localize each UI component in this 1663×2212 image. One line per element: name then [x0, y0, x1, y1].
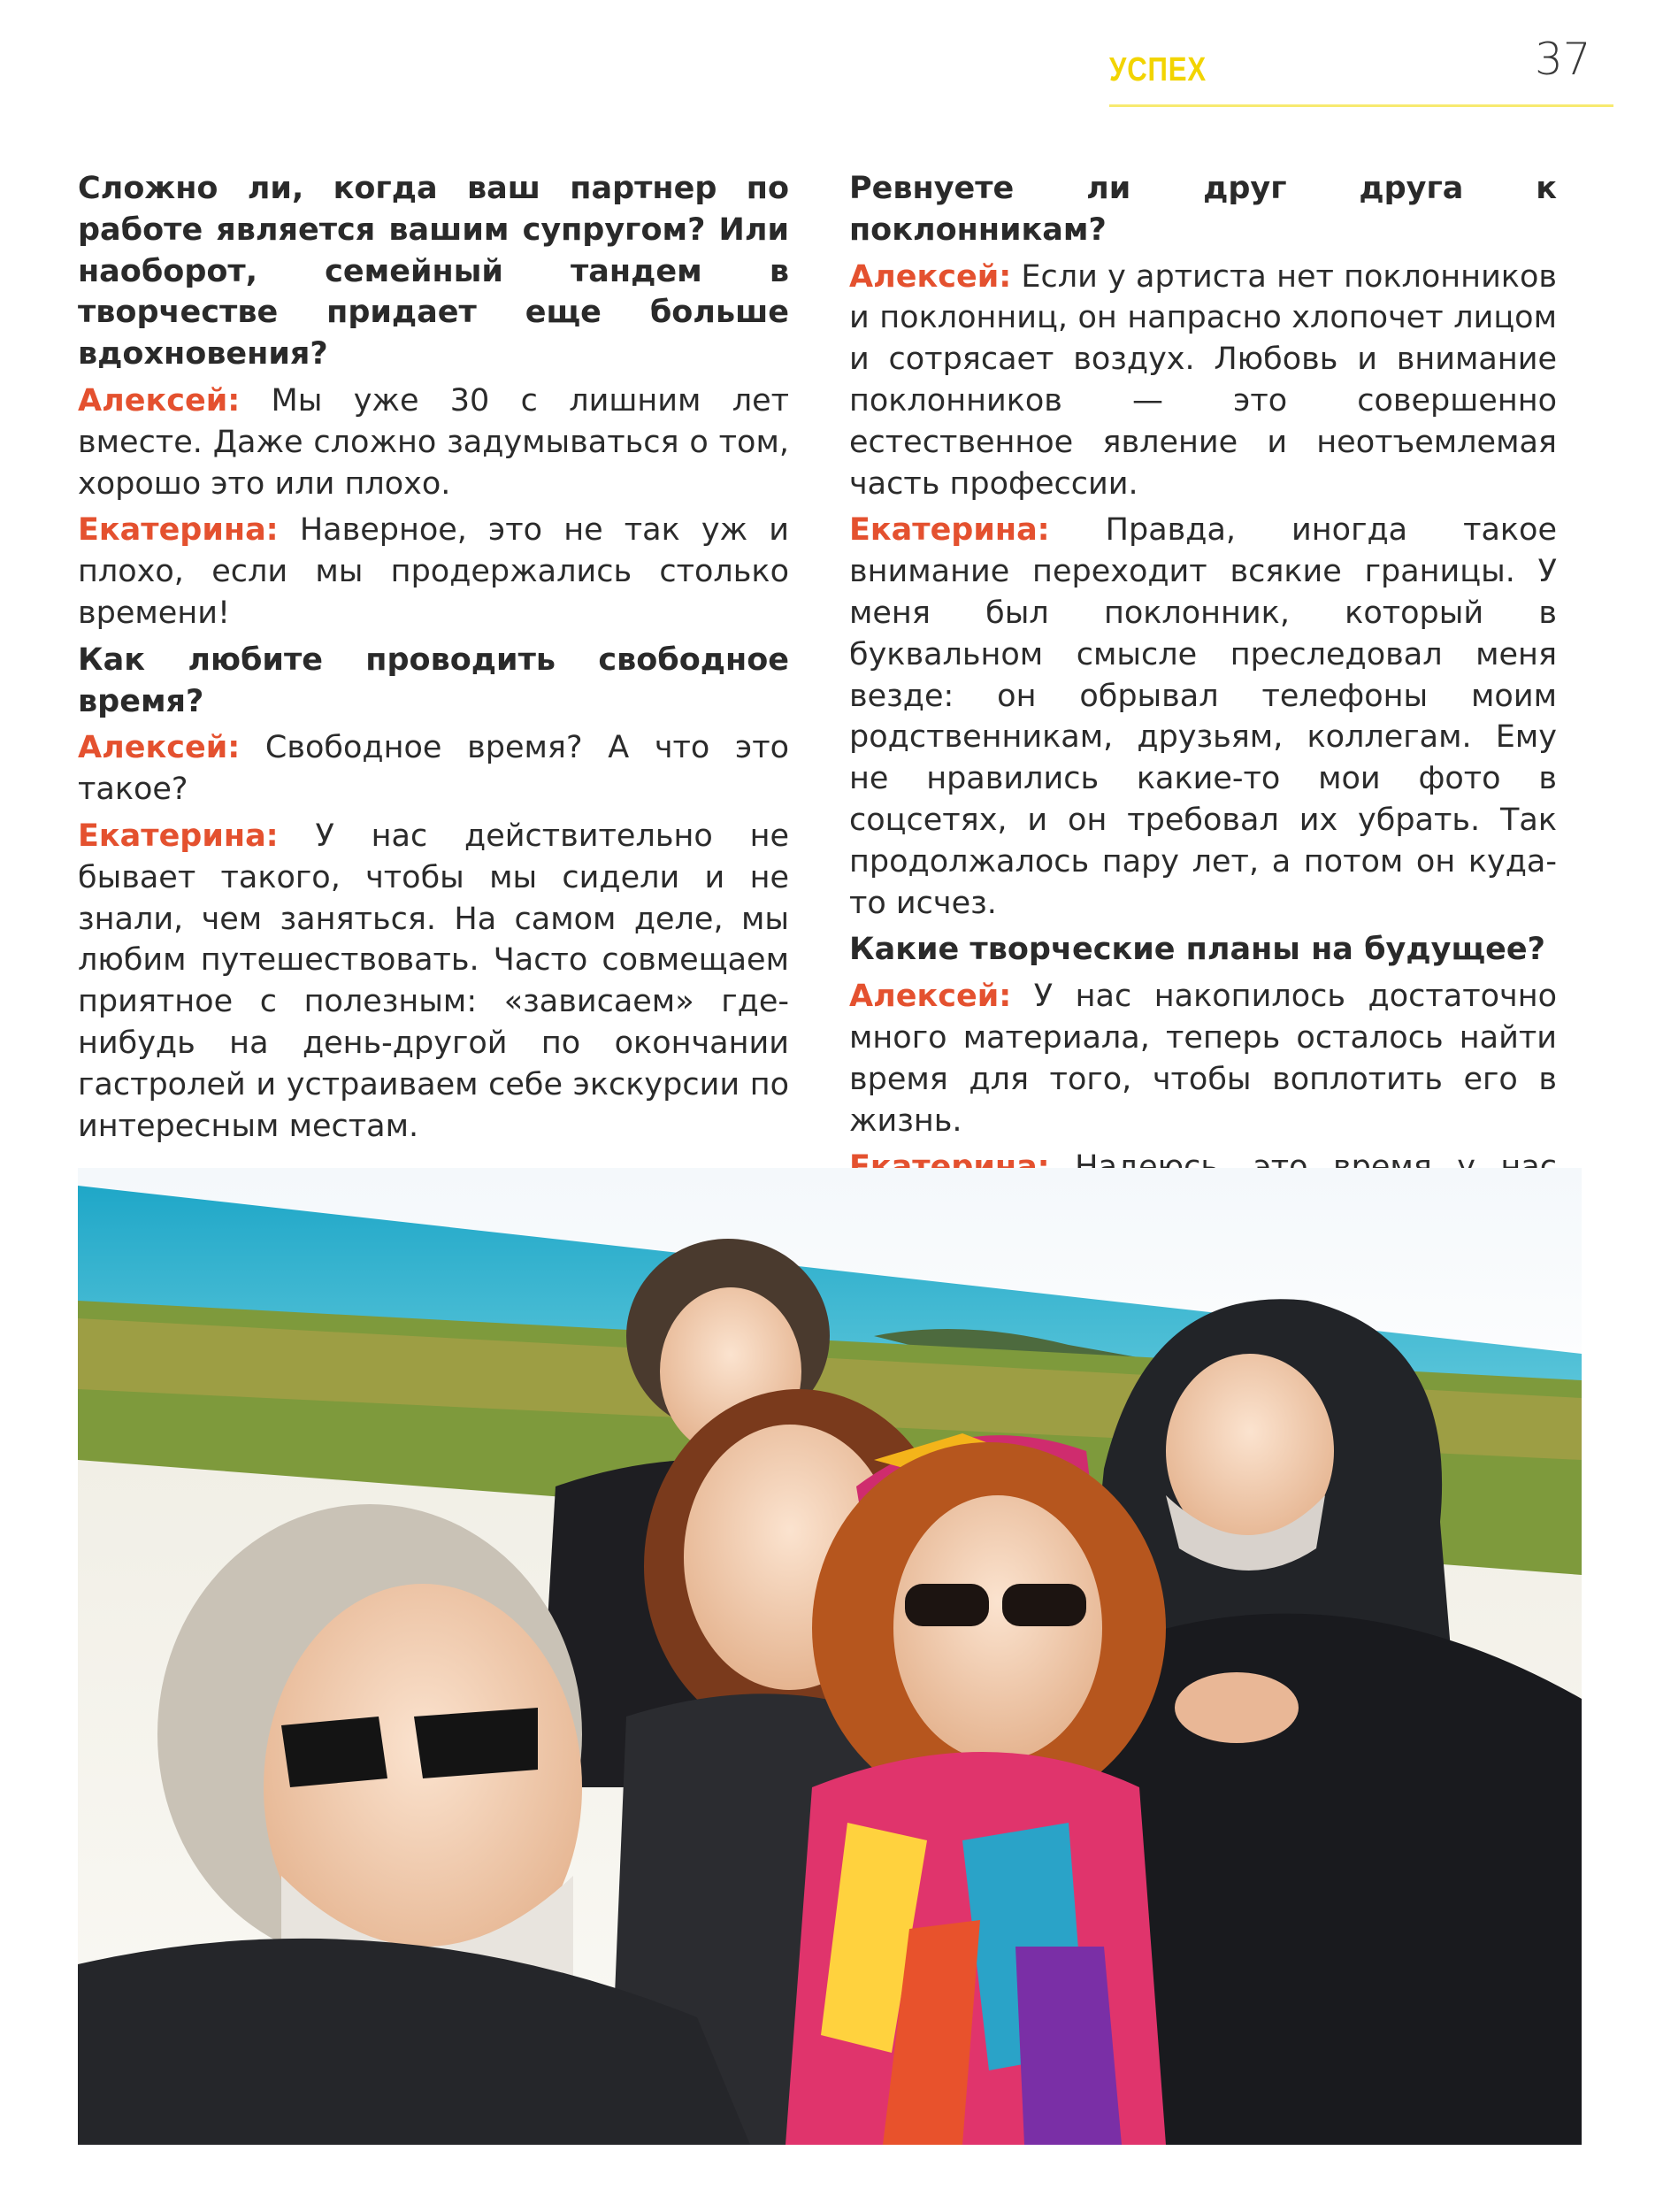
speaker-label: Алексей: [849, 258, 1012, 295]
answer-block [78, 727, 789, 810]
speaker-label: Екатерина: [78, 818, 279, 854]
answer-text: У нас действительно не бывает такого, чтобы мы сидели и не знали, чем заняться. На самом деле, мы любим путешествовать. Часто совмещаем приятное с полезным: «зависаем» где-нибудь на день-другой по окончании гастролей и устраиваем себе экскурсии по интересным местам. [78, 818, 789, 1144]
answer-text: Если у артиста нет поклонников и поклонниц, он напрасно хлопочет лицом и сотрясает воздух. Любовь и внимание поклонников — это совершенно естественное явление и неотъемлемая часть профессии. [849, 258, 1557, 502]
question-plans: Какие творческие планы на будущее? [849, 932, 1545, 968]
question-free-time: Как любите проводить свободное время? [78, 641, 789, 719]
speaker-label: Алексей: [78, 730, 241, 766]
speaker-label: Алексей: [849, 979, 1012, 1015]
answer-text: Мы уже 30 с лишним лет вместе. Даже сложно задумываться о том, хорошо это или плохо. [78, 382, 789, 502]
answer-block [849, 257, 1557, 505]
answer-text: Правда, иногда такое внимание переходит всякие границы. У меня был поклонник, который в буквальном смысле преследовал меня везде: он обрывал телефоны моим родственникам, друзьям, коллегам. Ему не нравились какие-то мои фото в соцсетях, и он требовал их убрать. Так продолжалось пару лет, а потом он куда-то исчез. [849, 512, 1557, 921]
section-title: УСПЕХ [1109, 51, 1207, 88]
hand [1175, 1672, 1299, 1743]
answer-block [849, 510, 1557, 924]
answer-block [78, 510, 789, 634]
answer-block [849, 976, 1557, 1141]
speaker-label: Алексей: [78, 382, 241, 419]
header-rule [1109, 104, 1613, 107]
answer-text: Наверное, это не так уж и плохо, если мы продержались столько времени! [78, 512, 789, 631]
person-woman-scarf [786, 1433, 1166, 2145]
left-column [78, 168, 789, 1152]
speaker-label: Екатерина: [78, 512, 279, 549]
group-photo [78, 1168, 1582, 2145]
answer-block [78, 816, 789, 1147]
page-number: 37 [1535, 34, 1591, 85]
question-partner: Сложно ли, когда ваш партнер по работе является вашим супругом? Или наоборот, семейный тандем в творчестве придает еще больше вдохновения? [78, 171, 789, 373]
question-jealousy: Ревнуете ли друг друга к поклонникам? [849, 171, 1557, 248]
answer-block [78, 380, 789, 504]
answer-text: Свободное время? А что это такое? [78, 730, 789, 808]
right-column [849, 168, 1557, 1277]
answer-text: У нас накопилось достаточно много материала, теперь осталось найти время для того, чтобы воплотить его в жизнь. [849, 979, 1557, 1139]
speaker-label: Екатерина: [849, 512, 1050, 549]
